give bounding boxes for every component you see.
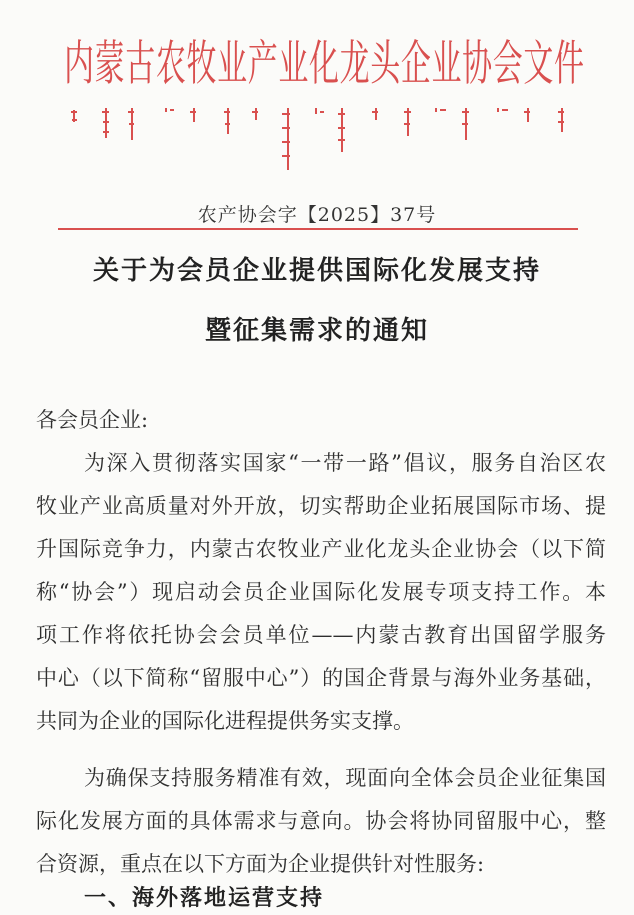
paragraph1-line: 项工作将依托协会会员单位——内蒙古教育出国留学服务 (36, 623, 606, 647)
paragraph1-line: 共同为企业的国际化进程提供务实支撑。 (36, 709, 414, 733)
red-divider-line (58, 228, 578, 230)
paragraph1-line: 升国际竞争力，内蒙古农牧业产业化龙头企业协会（以下简 (36, 537, 606, 561)
paragraph1-line: 牧业产业高质量对外开放，切实帮助企业拓展国际市场、提 (36, 494, 606, 518)
paragraph1-line: 称“协会”）现启动会员企业国际化发展专项支持工作。本 (36, 580, 606, 604)
paragraph1-line: 中心（以下简称“留服中心”）的国企背景与海外业务基础， (36, 666, 606, 690)
paragraph2-line: 合资源，重点在以下方面为企业提供针对性服务: (36, 852, 485, 876)
paragraph2-line: 为确保支持服务精准有效，现面向全体会员企业征集国 (84, 766, 606, 790)
section-heading: 一、海外落地运营支持 (84, 885, 325, 911)
notice-title-line-2: 暨征集需求的通知 (204, 316, 429, 346)
notice-title-line-1: 关于为会员企业提供国际化发展支持 (92, 256, 541, 286)
salutation: 各会员企业: (36, 408, 149, 432)
paragraph1-line: 为深入贯彻落实国家“一带一路”倡议，服务自治区农 (84, 451, 606, 475)
paragraph2-line: 际化发展方面的具体需求与意向。协会将协同留服中心，整 (36, 809, 606, 833)
mongolian-script-letterhead (66, 100, 586, 200)
organization-letterhead-title: 内蒙古农牧业产业化龙头企业协会文件 (64, 36, 584, 93)
document-number: 农产协会字【2025】37号 (197, 204, 437, 226)
